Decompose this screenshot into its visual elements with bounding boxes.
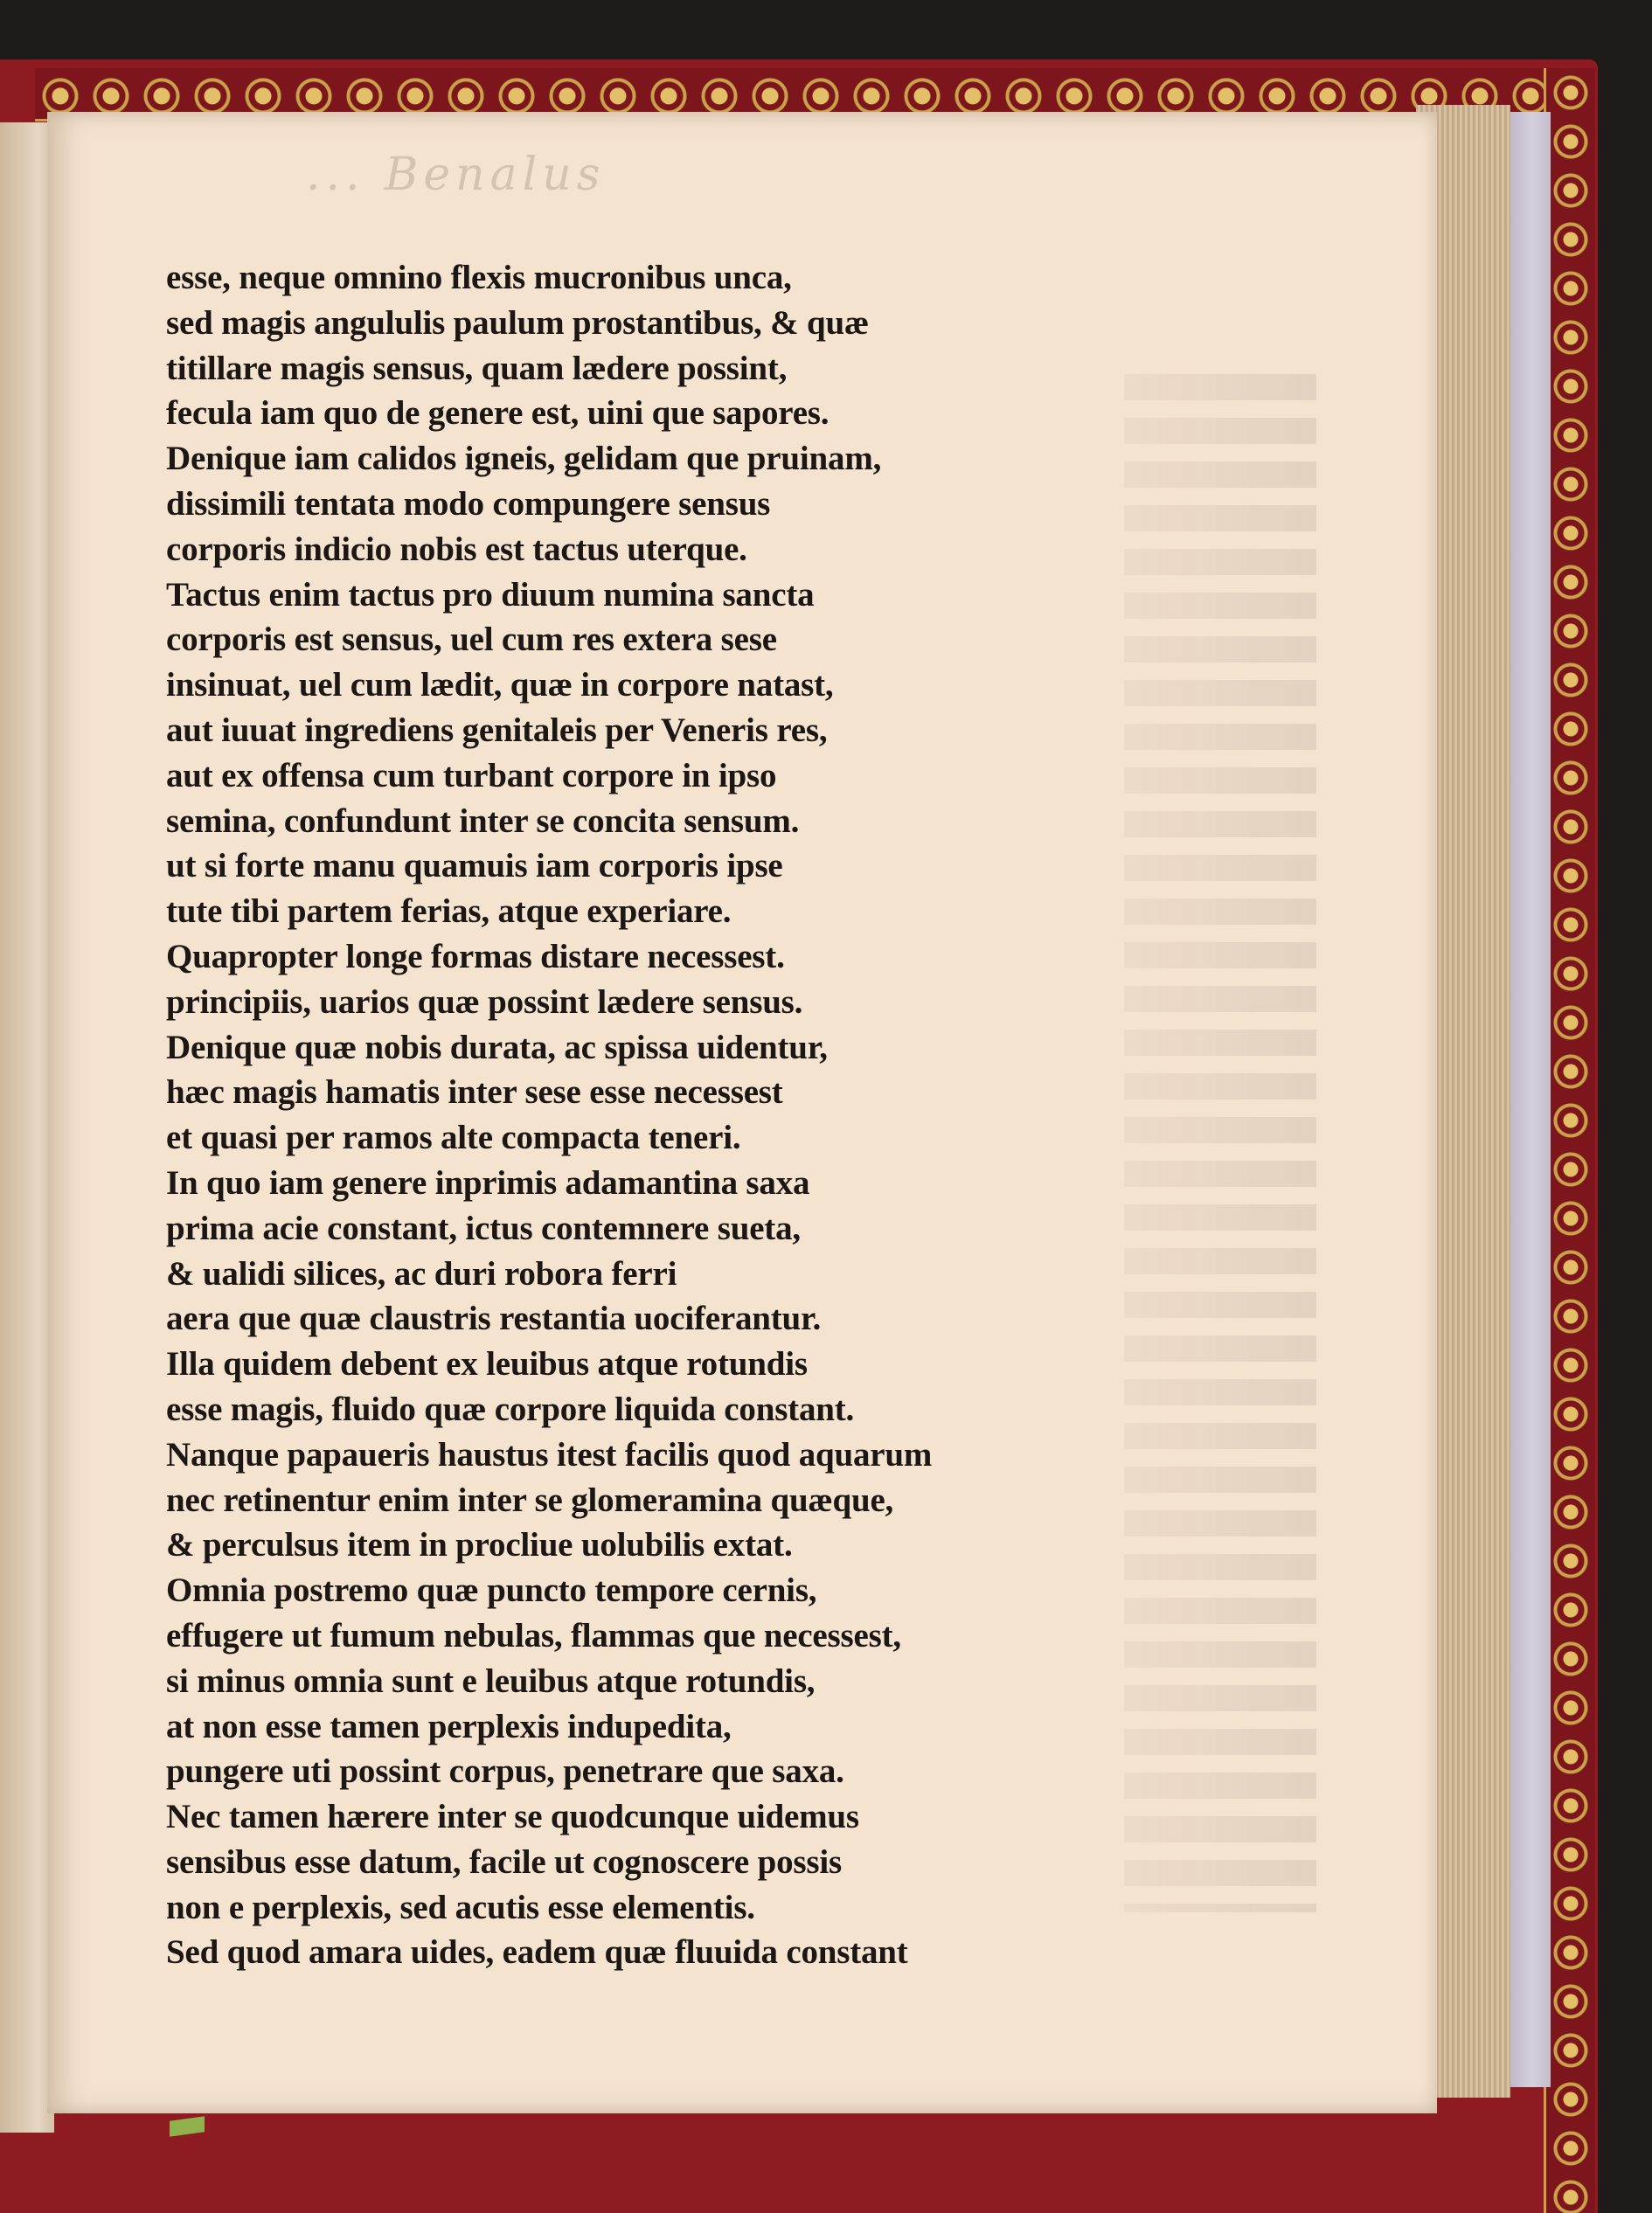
text-line: pungere uti possint corpus, penetrare que saxa. bbox=[166, 1752, 844, 1791]
pastedown-endpaper bbox=[1505, 112, 1551, 2087]
facing-page-edge bbox=[0, 122, 54, 2133]
text-line: esse, neque omnino flexis mucronibus unca, bbox=[166, 259, 792, 296]
text-line: effugere ut fumum nebulas, flammas que necessest, bbox=[166, 1616, 901, 1655]
gilt-border-right bbox=[1544, 68, 1595, 2213]
text-line: Illa quidem debent ex leuibus atque rotundis bbox=[166, 1345, 808, 1384]
text-line: Nec tamen hærere inter se quodcunque uidemus bbox=[166, 1798, 859, 1836]
text-line: at non esse tamen perplexis indupedita, bbox=[166, 1707, 732, 1745]
text-line: sensibus esse datum, facile ut cognoscere possis bbox=[166, 1842, 842, 1881]
text-line: nec retinentur enim inter se glomeramina quæque, bbox=[166, 1481, 894, 1519]
text-line: Denique quæ nobis durata, ac spissa uidentur, bbox=[166, 1028, 828, 1066]
text-line: Omnia postremo quæ puncto tempore cernis, bbox=[166, 1571, 817, 1610]
text-line: & ualidi silices, ac duri robora ferri bbox=[166, 1254, 677, 1293]
text-line: Quapropter longe formas distare necessest. bbox=[166, 937, 785, 975]
text-line: Nanque papaueris haustus itest facilis quod aquarum bbox=[166, 1435, 933, 1474]
text-line: aera que quæ claustris restantia uociferantur. bbox=[166, 1300, 822, 1338]
text-line: aut ex offensa cum turbant corpore in ipso bbox=[166, 756, 777, 794]
text-line: corporis est sensus, uel cum res extera sese bbox=[166, 621, 777, 659]
text-line: Sed quod amara uides, eadem quæ fluuida constant bbox=[166, 1933, 908, 1972]
text-line: et quasi per ramos alte compacta teneri. bbox=[166, 1119, 741, 1157]
text-line: Tactus enim tactus pro diuum numina sancta bbox=[166, 575, 815, 614]
text-line: titillare magis sensus, quam lædere possint, bbox=[166, 349, 788, 387]
text-block bbox=[166, 255, 1093, 1975]
text-line: prima acie constant, ictus contemnere sueta, bbox=[166, 1209, 801, 1247]
text-line: principiis, uarios quæ possint lædere sensus. bbox=[166, 982, 803, 1021]
text-line: corporis indicio nobis est tactus uterque. bbox=[166, 530, 747, 568]
text-line: semina, confundunt inter se concita sensum. bbox=[166, 801, 800, 840]
text-line: Denique iam calidos igneis, gelidam que pruinam, bbox=[166, 440, 882, 478]
text-line: dissimili tentata modo compungere sensus bbox=[166, 484, 771, 523]
text-line: & perculsus item in procliue uolubilis extat. bbox=[166, 1526, 793, 1564]
text-line: esse magis, fluido quæ corpore liquida constant. bbox=[166, 1390, 855, 1428]
text-line: aut iuuat ingrediens genitaleis per Veneris res, bbox=[166, 711, 828, 749]
text-line: fecula iam quo de genere est, uini que sapores. bbox=[166, 394, 829, 433]
text-line: tute tibi partem ferias, atque experiare. bbox=[166, 892, 732, 931]
text-line: sed magis angululis paulum prostantibus, & quæ bbox=[166, 303, 869, 342]
text-line: si minus omnia sunt e leuibus atque rotundis, bbox=[166, 1661, 816, 1700]
pencil-annotation: ... Benalus bbox=[306, 149, 606, 201]
text-line: non e perplexis, sed acutis esse elementis. bbox=[166, 1888, 755, 1926]
text-line: insinuat, uel cum lædit, quæ in corpore natast, bbox=[166, 666, 834, 704]
text-line: ut si forte manu quamuis iam corporis ipse bbox=[166, 847, 783, 885]
show-through-text bbox=[1124, 374, 1316, 1912]
text-line: In quo iam genere inprimis adamantina saxa bbox=[166, 1163, 810, 1202]
text-line: hæc magis hamatis inter sese esse necessest bbox=[166, 1073, 783, 1112]
